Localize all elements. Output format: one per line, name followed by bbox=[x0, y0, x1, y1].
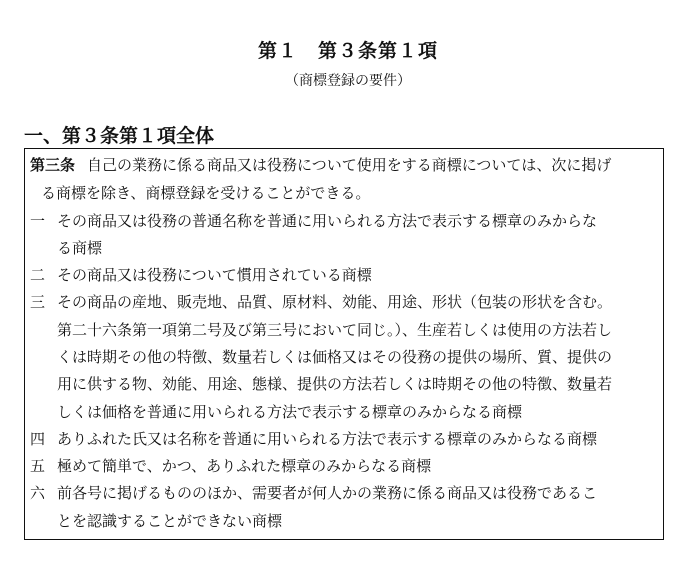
item-6-line-1 bbox=[30, 483, 597, 503]
item-1-line-2: る商標 bbox=[57, 239, 103, 257]
item-number: 一 bbox=[30, 212, 46, 230]
article-label: 第三条 bbox=[30, 156, 76, 174]
item-number: 三 bbox=[30, 293, 46, 311]
item-number: 四 bbox=[30, 430, 46, 448]
section-heading: 一、第３条第１項全体 bbox=[24, 125, 215, 147]
item-text: その商品又は役務について慣用されている商標 bbox=[57, 266, 372, 284]
item-text: 極めて簡単で、かつ、ありふれた標章のみからなる商標 bbox=[57, 457, 432, 475]
item-text: その商品又は役務の普通名称を普通に用いられる方法で表示する標章のみからな bbox=[57, 212, 598, 230]
item-5-line-1 bbox=[30, 456, 431, 476]
article-intro-text-1: 自己の業務に係る商品又は役務について使用をする商標については、次に掲げ bbox=[87, 156, 612, 174]
item-text: その商品の産地、販売地、品質、原材料、効能、用途、形状（包装の形状を含む。 bbox=[57, 293, 613, 311]
item-text: ありふれた氏又は名称を普通に用いられる方法で表示する標章のみからなる商標 bbox=[57, 430, 598, 448]
item-1-line-1 bbox=[30, 211, 597, 231]
item-number: 五 bbox=[30, 457, 46, 475]
document-subtitle: （商標登録の要件） bbox=[285, 73, 411, 89]
item-number: 六 bbox=[30, 484, 46, 502]
item-4-line-1 bbox=[30, 429, 597, 449]
item-3-line-3: くは時期その他の特徴、数量若しくは価格又はその役務の提供の場所、質、提供の bbox=[57, 348, 613, 366]
item-3-line-5: しくは価格を普通に用いられる方法で表示する標章のみからなる商標 bbox=[57, 403, 523, 421]
item-3-line-4: 用に供する物、効能、用途、態様、提供の方法若しくは時期その他の特徴、数量若 bbox=[57, 375, 613, 393]
item-3-line-2: 第二十六条第一項第二号及び第三号において同じ。）、生産若しくは使用の方法若し bbox=[57, 321, 613, 339]
article-intro-line-2: る商標を除き、商標登録を受けることができる。 bbox=[41, 184, 371, 202]
article-intro-line-1 bbox=[30, 155, 611, 175]
item-6-line-2: とを認識することができない商標 bbox=[57, 512, 283, 530]
article-box bbox=[24, 148, 664, 540]
item-number: 二 bbox=[30, 266, 46, 284]
item-text: 前各号に掲げるもののほか、需要者が何人かの業務に係る商品又は役務であるこ bbox=[57, 484, 598, 502]
document-title: 第１ 第３条第１項 bbox=[257, 40, 438, 62]
item-2-line-1 bbox=[30, 265, 372, 285]
item-3-line-1 bbox=[30, 292, 612, 312]
